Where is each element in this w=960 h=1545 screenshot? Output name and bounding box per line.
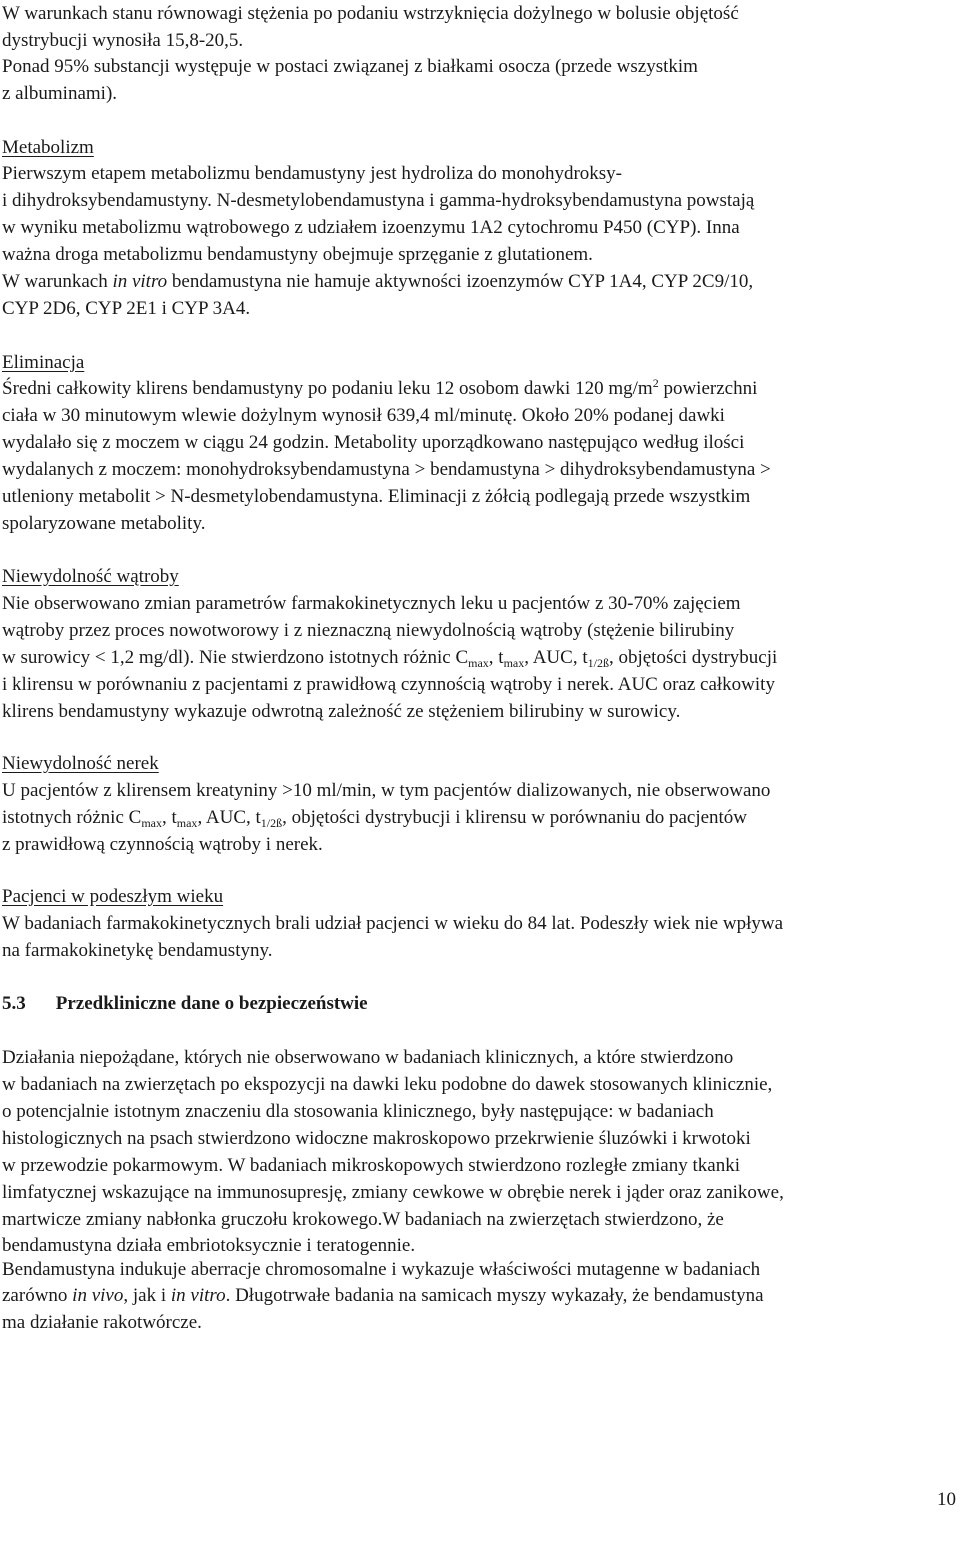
text-line: i dihydroksybendamustyny. N-desmetylobendamustyna i gamma-hydroksybendamustyna powstają bbox=[2, 190, 755, 211]
text-line bbox=[2, 270, 753, 294]
text-run: w surowicy < 1,2 mg/dl). Nie stwierdzono istotnych różnic C bbox=[2, 647, 469, 668]
text-line: W warunkach stanu równowagi stężenia po podaniu wstrzyknięcia dożylnego w bolusie objętość bbox=[2, 3, 739, 24]
text-line: dystrybucji wynosiła 15,8-20,5. bbox=[2, 30, 244, 51]
text-run: , objętości dystrybucji bbox=[608, 647, 778, 668]
text-line bbox=[2, 1284, 764, 1308]
text-line: Pierwszym etapem metabolizmu bendamustyny jest hydroliza do monohydroksy- bbox=[2, 163, 623, 184]
text-line: ma działanie rakotwórcze. bbox=[2, 1312, 202, 1333]
text-line: klirens bendamustyny wykazuje odwrotną zależność ze stężeniem bilirubiny w surowicy. bbox=[2, 701, 681, 722]
text-line: Bendamustyna indukuje aberracje chromosomalne i wykazuje właściwości mutagenne w badaniach bbox=[2, 1259, 761, 1280]
hepatic-heading: Niewydolność wątroby bbox=[2, 566, 179, 587]
text-line: wydalało się z moczem w ciągu 24 godzin. Metabolity uporządkowano następująco według ilości bbox=[2, 432, 745, 453]
text-line: limfatycznej wskazujące na immunosupresję, zmiany cewkowe w obrębie nerek i jąder oraz zanikowe, bbox=[2, 1182, 784, 1203]
text-run: istotnych różnic C bbox=[2, 807, 142, 828]
text-run: powierzchni bbox=[658, 378, 758, 399]
text-line: z albuminami). bbox=[2, 83, 118, 104]
text-line: spolaryzowane metabolity. bbox=[2, 513, 206, 534]
subscript: 1/2ß bbox=[260, 816, 283, 830]
text-run: , objętości dystrybucji i klirensu w porównaniu do pacjentów bbox=[282, 807, 748, 828]
text-run: W warunkach bbox=[2, 271, 113, 292]
text-line: z prawidłową czynnością wątroby i nerek. bbox=[2, 834, 323, 855]
text-line: wydalanych z moczem: monohydroksybendamustyna > bendamustyna > dihydroksybendamustyna > bbox=[2, 459, 771, 480]
text-line: i klirensu w porównaniu z pacjentami z prawidłową czynnością wątroby i nerek. AUC oraz całkowity bbox=[2, 674, 775, 695]
subscript: 1/2ß bbox=[587, 656, 609, 670]
text-line: w wyniku metabolizmu wątrobowego z udziałem izoenzymu 1A2 cytochromu P450 (CYP). Inna bbox=[2, 217, 740, 238]
text-line: bendamustyna działa embriotoksycznie i teratogennie. bbox=[2, 1235, 416, 1256]
text-line: w badaniach na zwierzętach po ekspozycji na dawki leku podobne do dawek stosowanych klinicznie, bbox=[2, 1074, 773, 1095]
italic-term: in vitro bbox=[112, 271, 168, 292]
text-line: martwicze zmiany nabłonka gruczołu krokowego.W badaniach na zwierzętach stwierdzono, że bbox=[2, 1209, 724, 1230]
text-line: Ponad 95% substancji występuje w postaci związanej z białkami osocza (przede wszystkim bbox=[2, 56, 698, 77]
text-line: wątroby przez proces nowotworowy i z nieznaczną niewydolnością wątroby (stężenie bilirubiny bbox=[2, 620, 735, 641]
subscript: max bbox=[468, 656, 489, 670]
text-line: utleniony metabolit > N-desmetylobendamustyna. Eliminacji z żółcią podlegają przede wszystkim bbox=[2, 486, 751, 507]
subscript: max bbox=[176, 816, 198, 830]
text-line: na farmakokinetykę bendamustyny. bbox=[2, 940, 273, 961]
renal-heading: Niewydolność nerek bbox=[2, 753, 159, 774]
text-run: , AUC, t bbox=[197, 807, 261, 828]
superscript: 2 bbox=[652, 376, 659, 390]
metabolism-heading: Metabolizm bbox=[2, 137, 94, 158]
text-line: o potencjalnie istotnym znaczeniu dla stosowania klinicznego, były następujące: w badaniach bbox=[2, 1101, 714, 1122]
text-line: U pacjentów z klirensem kreatyniny >10 ml/min, w tym pacjentów dializowanych, nie obserwowano bbox=[2, 780, 771, 801]
text-line: ciała w 30 minutowym wlewie dożylnym wynosił 639,4 ml/minutę. Około 20% podanej dawki bbox=[2, 405, 725, 426]
italic-term: in vivo bbox=[72, 1285, 124, 1306]
text-line bbox=[2, 806, 747, 831]
italic-term: in vitro bbox=[170, 1285, 226, 1306]
text-run: bendamustyna nie hamuje aktywności izoenzymów CYP 1A4, CYP 2C9/10, bbox=[167, 271, 754, 292]
text-line bbox=[2, 646, 777, 671]
text-run: Średni całkowity klirens bendamustyny po podaniu leku 12 osobom dawki 120 mg/m bbox=[2, 378, 653, 399]
text-line: ważna droga metabolizmu bendamustyny obejmuje sprzęganie z glutationem. bbox=[2, 244, 593, 265]
text-run: zarówno bbox=[2, 1285, 73, 1306]
section-title: Przedkliniczne dane o bezpieczeństwie bbox=[55, 993, 368, 1014]
text-line: Działania niepożądane, których nie obserwowano w badaniach klinicznych, a które stwierdzono bbox=[2, 1047, 734, 1068]
text-line: CYP 2D6, CYP 2E1 i CYP 3A4. bbox=[2, 298, 251, 319]
text-run: . Długotrwałe badania na samicach myszy wykazały, że bendamustyna bbox=[225, 1285, 764, 1306]
text-run: , jak i bbox=[123, 1285, 171, 1306]
text-line: histologicznych na psach stwierdzono widoczne makroskopowo przekrwienie śluzówki i krwotoki bbox=[2, 1128, 751, 1149]
section-number: 5.3 bbox=[2, 993, 26, 1014]
text-run: , AUC, t bbox=[524, 647, 588, 668]
section-heading bbox=[2, 992, 368, 1016]
elderly-heading: Pacjenci w podeszłym wieku bbox=[2, 886, 224, 907]
page-number: 10 bbox=[937, 1489, 956, 1510]
text-run: , t bbox=[161, 807, 177, 828]
subscript: max bbox=[141, 816, 162, 830]
elimination-heading: Eliminacja bbox=[2, 352, 85, 373]
text-line: W badaniach farmakokinetycznych brali udział pacjenci w wieku do 84 lat. Podeszły wiek nie wpływa bbox=[2, 913, 784, 934]
text-line: w przewodzie pokarmowym. W badaniach mikroskopowych stwierdzono rozległe zmiany tkanki bbox=[2, 1155, 740, 1176]
text-line: Nie obserwowano zmian parametrów farmakokinetycznych leku u pacjentów z 30-70% zajęciem bbox=[2, 593, 741, 614]
text-line bbox=[2, 377, 757, 402]
text-run: , t bbox=[488, 647, 504, 668]
subscript: max bbox=[503, 656, 525, 670]
